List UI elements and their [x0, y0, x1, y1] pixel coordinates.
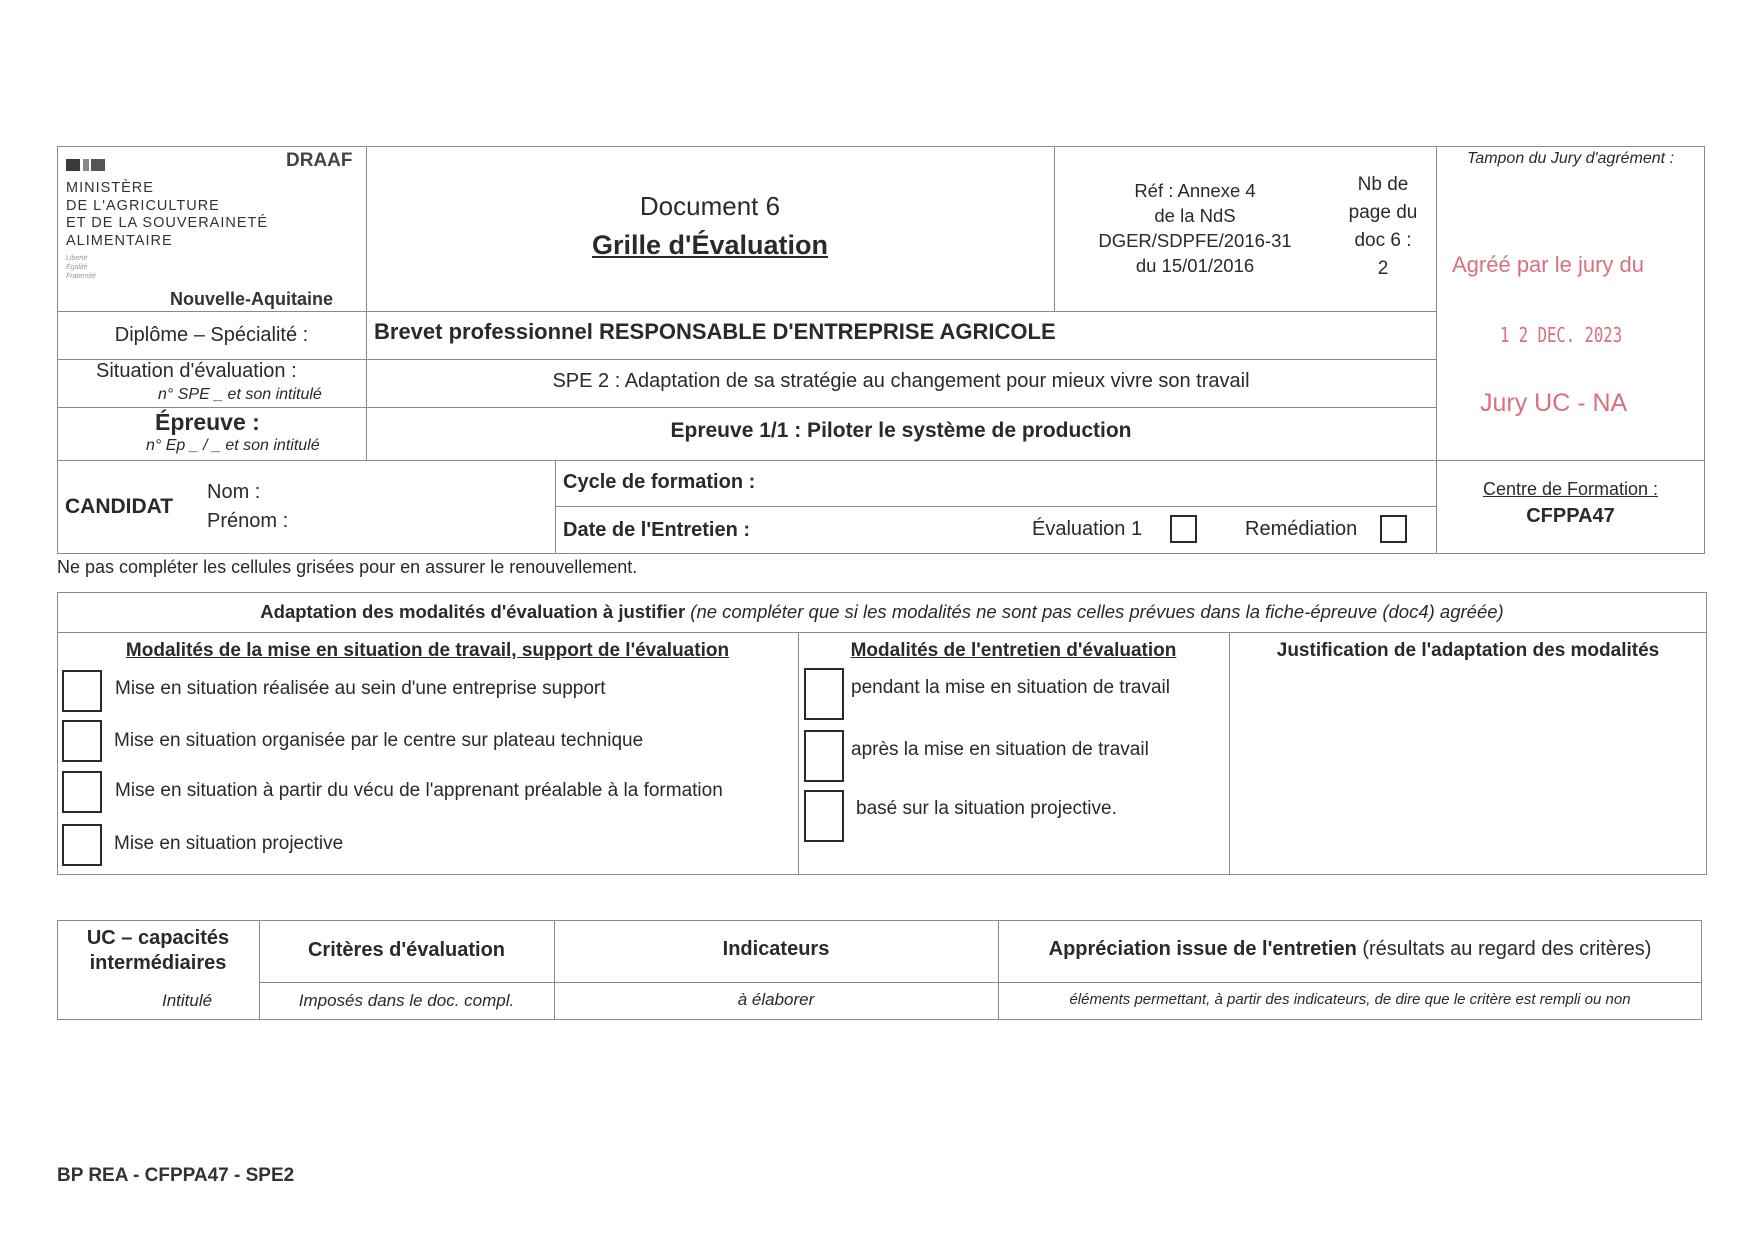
evaluation-checkbox[interactable]: [1170, 515, 1197, 543]
entretien-checkbox[interactable]: [804, 790, 844, 842]
col-criteres-header: Critères d'évaluation: [307, 939, 506, 961]
ref-line: Réf : Annexe 4: [1134, 180, 1256, 201]
modalite-item: Mise en situation à partir du vécu de l'apprenant préalable à la formation: [115, 780, 723, 801]
divider: [57, 632, 1707, 633]
nb-page-line: doc 6 :: [1354, 230, 1412, 251]
col3-header: Justification de l'adaptation des modalités: [1276, 640, 1660, 661]
doc-number: Document 6: [639, 191, 781, 221]
stamp-jury: Jury UC - NA: [1480, 389, 1628, 417]
divider: [1054, 146, 1055, 311]
diplome-main: RESPONSABLE D'ENTREPRISE AGRICOLE: [598, 319, 1056, 344]
candidat-label: CANDIDAT: [65, 495, 174, 518]
modalite-checkbox[interactable]: [62, 824, 102, 866]
diplome-label: Diplôme – Spécialité :: [114, 324, 309, 346]
entretien-item: pendant la mise en situation de travail: [851, 677, 1170, 698]
evaluation-label: Évaluation 1: [1032, 518, 1143, 540]
ministry-line: DE L'AGRICULTURE: [66, 197, 220, 214]
col-appreciation-rest: (résultats au regard des critères): [1356, 938, 1652, 960]
epreuve-value: Epreuve 1/1 : Piloter le système de production: [670, 419, 1132, 442]
col-uc-sub: Intitulé: [162, 991, 213, 1010]
divider: [57, 407, 1436, 408]
col-appreciation-sub: éléments permettant, à partir des indicateurs, de dire que le critère est rempli ou non: [1069, 991, 1631, 1008]
col-indicateurs-sub: à élaborer: [737, 990, 815, 1009]
remediation-checkbox[interactable]: [1380, 515, 1407, 543]
col2-header: Modalités de l'entretien d'évaluation: [850, 640, 1177, 661]
ref-line: du 15/01/2016: [1135, 255, 1255, 276]
situation-sub: n° SPE _ et son intitulé: [158, 386, 322, 403]
motto: [66, 254, 96, 281]
nb-page-line: 2: [1377, 258, 1389, 279]
footer-text: BP REA - CFPPA47 - SPE2: [57, 1165, 295, 1186]
divider: [555, 506, 1436, 507]
ministry-caption: [66, 180, 268, 250]
divider: [259, 982, 1702, 983]
marianne-logo-icon: [66, 158, 112, 172]
col-uc-header: [57, 926, 259, 976]
doc-title: [366, 230, 1054, 261]
adaptation-title: [57, 601, 1707, 623]
nb-pages: [1330, 171, 1436, 283]
situation-label: Situation d'évaluation :: [96, 360, 297, 382]
col-appreciation-bold: Appréciation issue de l'entretien: [1048, 938, 1357, 960]
motto-line: Égalité: [66, 264, 88, 271]
nb-page-line: Nb de: [1357, 174, 1409, 195]
epreuve-sub: n° Ep _ / _ et son intitulé: [146, 437, 320, 454]
note-text: Ne pas compléter les cellules grisées pour en assurer le renouvellement.: [57, 557, 638, 577]
prenom-label: Prénom :: [207, 510, 289, 532]
region-label: Nouvelle-Aquitaine: [170, 289, 334, 309]
centre-value: CFPPA47: [1526, 505, 1615, 527]
divider: [1229, 632, 1230, 875]
ministry-line: MINISTÈRE: [66, 180, 154, 196]
col-uc-line: intermédiaires: [89, 952, 227, 974]
nb-page-line: page du: [1348, 202, 1418, 223]
epreuve-label: Épreuve :: [155, 409, 260, 435]
divider: [57, 311, 1436, 312]
entretien-item: après la mise en situation de travail: [851, 739, 1149, 760]
reference: [1060, 178, 1330, 278]
situation-value: SPE 2 : Adaptation de sa stratégie au changement pour mieux vivre son travail: [552, 370, 1250, 392]
adaptation-title-bold: Adaptation des modalités d'évaluation à justifier: [260, 601, 686, 622]
divider: [57, 460, 1705, 461]
modalite-checkbox[interactable]: [62, 771, 102, 813]
ministry-line: ET DE LA SOUVERAINETÉ: [66, 215, 269, 231]
modalite-checkbox[interactable]: [62, 670, 102, 712]
modalite-item: Mise en situation réalisée au sein d'une entreprise support: [115, 678, 606, 699]
draaf-label: DRAAF: [286, 150, 353, 171]
doc-title-text: Grille d'Évaluation: [592, 230, 828, 260]
motto-line: Fraternité: [66, 273, 96, 280]
centre-label-text: Centre de Formation :: [1482, 479, 1659, 499]
col-criteres-sub: Imposés dans le doc. compl.: [298, 991, 515, 1010]
entretien-checkbox[interactable]: [804, 730, 844, 782]
date-label: Date de l'Entretien :: [563, 519, 751, 541]
entretien-item: basé sur la situation projective.: [856, 798, 1117, 819]
ref-line: de la NdS: [1154, 205, 1236, 226]
modalite-item: Mise en situation projective: [114, 833, 344, 854]
ref-line: DGER/SDPFE/2016-31: [1098, 230, 1292, 251]
nom-label: Nom :: [207, 481, 261, 503]
adaptation-title-italic: (ne compléter que si les modalités ne sont pas celles prévues dans la fiche-épreuve (doc4) agréée): [690, 601, 1504, 622]
diplome-value: [374, 319, 1056, 345]
col-indicateurs-header: Indicateurs: [722, 938, 830, 960]
divider: [798, 632, 799, 875]
modalite-checkbox[interactable]: [62, 720, 102, 762]
divider: [555, 460, 556, 554]
remediation-label: Remédiation: [1245, 518, 1358, 540]
stamp-label: Tampon du Jury d'agrément :: [1466, 150, 1675, 167]
col1-header: Modalités de la mise en situation de travail, support de l'évaluation: [125, 640, 730, 661]
entretien-checkbox[interactable]: [804, 668, 844, 720]
motto-line: Liberté: [66, 255, 88, 262]
stamp-date: 1 2 DEC. 2023: [1500, 323, 1623, 347]
ministry-line: ALIMENTAIRE: [66, 232, 173, 249]
modalite-item: Mise en situation organisée par le centre sur plateau technique: [114, 730, 644, 751]
centre-label: [1436, 479, 1705, 500]
col-appreciation-header: [998, 938, 1702, 961]
cycle-label: Cycle de formation :: [563, 471, 756, 493]
col-uc-line: UC – capacités: [86, 927, 230, 949]
diplome-prefix: Brevet professionnel: [374, 319, 599, 344]
stamp-agree: Agréé par le jury du: [1452, 252, 1644, 277]
